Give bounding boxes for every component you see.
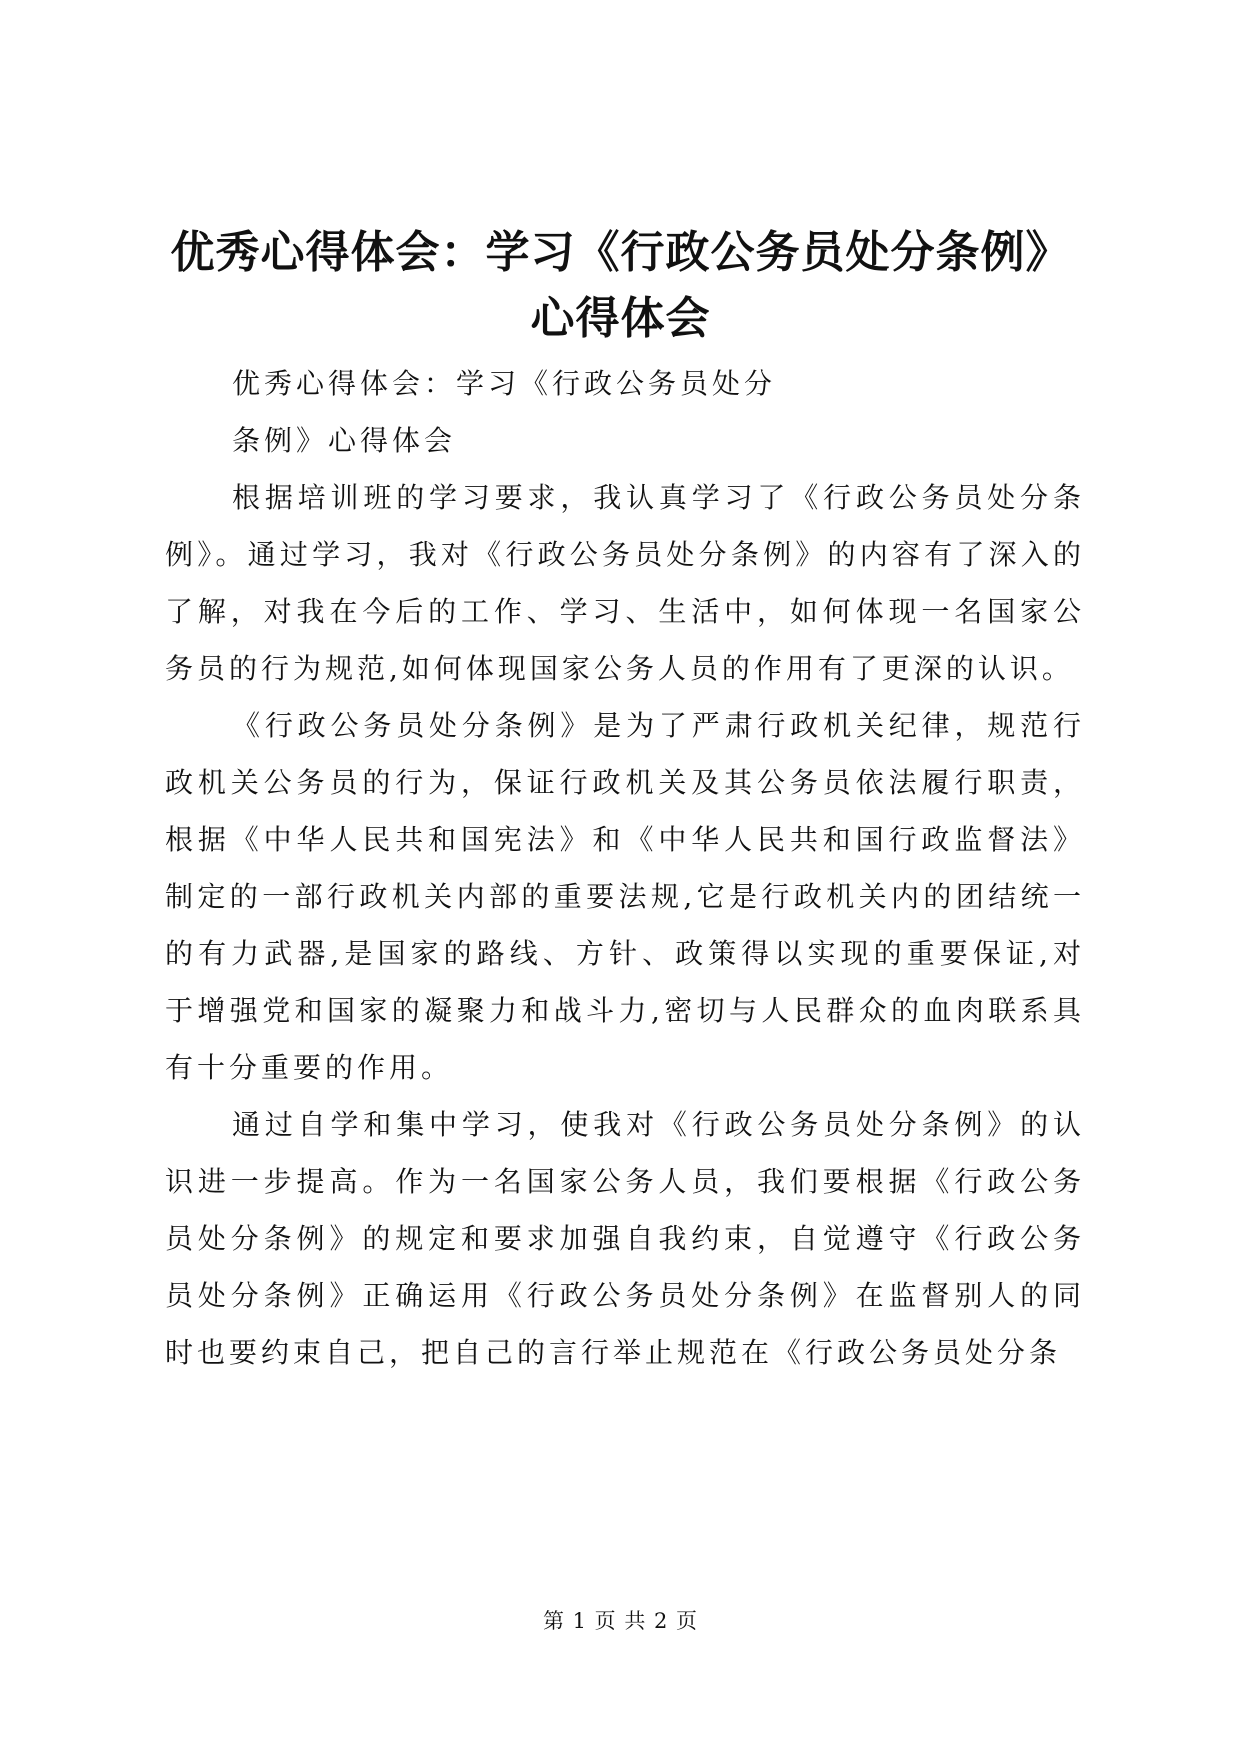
subtitle-line-1: 优秀心得体会：学习《行政公务员处分 [232, 367, 777, 400]
title-line-1: 优秀心得体会：学习《行政公务员处分条例》 [170, 227, 1071, 278]
document-title [150, 220, 1091, 352]
page-number-footer: 第 1 页 共 2 页 [542, 1609, 699, 1633]
paragraph-1: 根据培训班的学习要求，我认真学习了《行政公务员处分条例》。通过学习，我对《行政公务员处分条例》的内容有了深入的了解，对我在今后的工作、学习、生活中，如何体现一名国家公务员的行为规范,如何体现国家公务人员的作用有了更深的认识。 [165, 481, 1085, 685]
title-line-2: 心得体会 [530, 293, 711, 344]
paragraph-2: 《行政公务员处分条例》是为了严肃行政机关纪律，规范行政机关公务员的行为，保证行政机关及其公务员依法履行职责，根据《中华人民共和国宪法》和《中华人民共和国行政监督法》制定的一部行政机关内部的重要法规,它是行政机关内的团结统一的有力武器,是国家的路线、方针、政策得以实现的重要保证,对于增强党和国家的凝聚力和战斗力,密切与人民群众的血肉联系具有十分重要的作用。 [165, 709, 1085, 1084]
subtitle-line-2: 条例》心得体会 [232, 424, 457, 457]
document-body [165, 355, 1085, 1381]
paragraph-3: 通过自学和集中学习，使我对《行政公务员处分条例》的认识进一步提高。作为一名国家公务人员，我们要根据《行政公务员处分条例》的规定和要求加强自我约束，自觉遵守《行政公务员处分条例》正确运用《行政公务员处分条例》在监督别人的同时也要约束自己，把自己的言行举止规范在《行政公务员处分条 [165, 1108, 1085, 1369]
